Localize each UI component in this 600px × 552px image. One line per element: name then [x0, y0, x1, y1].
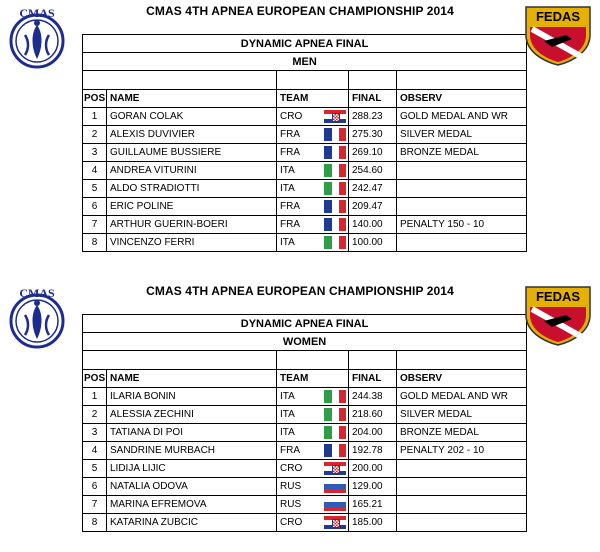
table-row — [83, 234, 527, 252]
ita-flag-icon — [324, 390, 346, 403]
team-code: CRO — [277, 514, 323, 532]
blank-cell — [83, 71, 277, 90]
table-row — [83, 460, 527, 478]
athlete-name: SANDRINE MURBACH — [107, 442, 277, 460]
final-score: 200.00 — [349, 460, 397, 478]
fedas-logo — [522, 5, 594, 67]
athlete-name: NATALIA ODOVA — [107, 478, 277, 496]
header-team: TEAM — [277, 370, 349, 388]
category-title: MEN — [83, 53, 527, 71]
table-row — [83, 180, 527, 198]
blank-cell — [277, 351, 349, 370]
ita-flag-icon — [324, 236, 346, 249]
final-score: 244.38 — [349, 388, 397, 406]
athlete-name: KATARINA ZUBCIC — [107, 514, 277, 532]
athlete-name: ANDREA VITURINI — [107, 162, 277, 180]
observation — [397, 478, 527, 496]
rus-flag-icon — [324, 480, 346, 493]
championship-title: CMAS 4TH APNEA EUROPEAN CHAMPIONSHIP 2014 — [146, 4, 454, 18]
table-row — [83, 108, 527, 126]
pos-cell: 3 — [83, 424, 107, 442]
athlete-name: ALEXIS DUVIVIER — [107, 126, 277, 144]
table-row — [83, 388, 527, 406]
final-score: 254.60 — [349, 162, 397, 180]
observation: BRONZE MEDAL — [397, 424, 527, 442]
team-code: FRA — [277, 216, 323, 234]
header-name: NAME — [107, 90, 277, 108]
fra-flag-icon — [324, 128, 346, 141]
team-code: RUS — [277, 478, 323, 496]
cmas-logo — [3, 283, 71, 351]
table-row — [83, 144, 527, 162]
header-final: FINAL — [349, 370, 397, 388]
table-row — [83, 478, 527, 496]
table-row — [83, 406, 527, 424]
observation: PENALTY 202 - 10 — [397, 442, 527, 460]
fra-flag-icon — [324, 146, 346, 159]
final-score: 192.78 — [349, 442, 397, 460]
athlete-name: TATIANA DI POI — [107, 424, 277, 442]
fedas-logo — [522, 285, 594, 347]
pos-cell: 2 — [83, 126, 107, 144]
final-score: 242.47 — [349, 180, 397, 198]
observation — [397, 514, 527, 532]
team-code: FRA — [277, 144, 323, 162]
table-row — [83, 424, 527, 442]
category-title: WOMEN — [83, 333, 527, 351]
athlete-name: GORAN COLAK — [107, 108, 277, 126]
final-score: 100.00 — [349, 234, 397, 252]
observation: GOLD MEDAL AND WR — [397, 388, 527, 406]
event-title: DYNAMIC APNEA FINAL — [83, 35, 527, 53]
team-code: ITA — [277, 424, 323, 442]
pos-cell: 4 — [83, 162, 107, 180]
table-row — [83, 514, 527, 532]
final-score: 288.23 — [349, 108, 397, 126]
ita-flag-icon — [324, 426, 346, 439]
team-code: RUS — [277, 496, 323, 514]
athlete-name: ARTHUR GUERIN-BOERI — [107, 216, 277, 234]
table-row — [83, 216, 527, 234]
svg-text:CMAS: CMAS — [19, 6, 55, 20]
pos-cell: 6 — [83, 198, 107, 216]
pos-cell: 1 — [83, 388, 107, 406]
team-code: FRA — [277, 442, 323, 460]
athlete-name: ALDO STRADIOTTI — [107, 180, 277, 198]
athlete-name: VINCENZO FERRI — [107, 234, 277, 252]
athlete-name: ALESSIA ZECHINI — [107, 406, 277, 424]
championship-title: CMAS 4TH APNEA EUROPEAN CHAMPIONSHIP 2014 — [146, 284, 454, 298]
fra-flag-icon — [324, 218, 346, 231]
cmas-logo — [3, 3, 71, 71]
pos-cell: 7 — [83, 496, 107, 514]
svg-text:CMAS: CMAS — [19, 286, 55, 300]
table-row — [83, 442, 527, 460]
final-score: 165.21 — [349, 496, 397, 514]
athlete-name: ERIC POLINE — [107, 198, 277, 216]
final-score: 204.00 — [349, 424, 397, 442]
table-row — [83, 126, 527, 144]
final-score: 209.47 — [349, 198, 397, 216]
event-title: DYNAMIC APNEA FINAL — [83, 315, 527, 333]
women-results-table — [82, 314, 527, 532]
men-results-section — [0, 0, 600, 272]
header-observ: OBSERV — [397, 370, 527, 388]
pos-cell: 8 — [83, 514, 107, 532]
pos-cell: 7 — [83, 216, 107, 234]
pos-cell: 5 — [83, 460, 107, 478]
pos-cell: 2 — [83, 406, 107, 424]
ita-flag-icon — [324, 182, 346, 195]
observation — [397, 180, 527, 198]
ita-flag-icon — [324, 408, 346, 421]
fra-flag-icon — [324, 200, 346, 213]
pos-cell: 8 — [83, 234, 107, 252]
final-score: 129.00 — [349, 478, 397, 496]
athlete-name: MARINA EFREMOVA — [107, 496, 277, 514]
observation: GOLD MEDAL AND WR — [397, 108, 527, 126]
athlete-name: GUILLAUME BUSSIERE — [107, 144, 277, 162]
men-results-table — [82, 34, 527, 252]
observation — [397, 198, 527, 216]
header-observ: OBSERV — [397, 90, 527, 108]
observation: BRONZE MEDAL — [397, 144, 527, 162]
rus-flag-icon — [324, 498, 346, 511]
observation — [397, 234, 527, 252]
team-code: ITA — [277, 388, 323, 406]
blank-cell — [397, 71, 527, 90]
observation — [397, 496, 527, 514]
pos-cell: 3 — [83, 144, 107, 162]
observation — [397, 162, 527, 180]
team-code: CRO — [277, 460, 323, 478]
final-score: 185.00 — [349, 514, 397, 532]
observation: SILVER MEDAL — [397, 406, 527, 424]
team-code: CRO — [277, 108, 323, 126]
header-final: FINAL — [349, 90, 397, 108]
table-row — [83, 162, 527, 180]
pos-cell: 6 — [83, 478, 107, 496]
observation: PENALTY 150 - 10 — [397, 216, 527, 234]
table-row — [83, 198, 527, 216]
team-code: FRA — [277, 198, 323, 216]
team-code: ITA — [277, 162, 323, 180]
athlete-name: ILARIA BONIN — [107, 388, 277, 406]
final-score: 140.00 — [349, 216, 397, 234]
fra-flag-icon — [324, 444, 346, 457]
pos-cell: 1 — [83, 108, 107, 126]
blank-cell — [83, 351, 277, 370]
cro-flag-icon — [324, 110, 346, 123]
observation — [397, 460, 527, 478]
pos-cell: 5 — [83, 180, 107, 198]
team-code: ITA — [277, 180, 323, 198]
observation: SILVER MEDAL — [397, 126, 527, 144]
cro-flag-icon — [324, 462, 346, 475]
team-code: ITA — [277, 234, 323, 252]
team-code: FRA — [277, 126, 323, 144]
women-results-section — [0, 280, 600, 552]
blank-cell — [349, 71, 397, 90]
final-score: 275.30 — [349, 126, 397, 144]
header-pos: POS — [83, 90, 107, 108]
final-score: 269.10 — [349, 144, 397, 162]
team-code: ITA — [277, 406, 323, 424]
table-row — [83, 496, 527, 514]
header-team: TEAM — [277, 90, 349, 108]
blank-cell — [397, 351, 527, 370]
header-pos: POS — [83, 370, 107, 388]
pos-cell: 4 — [83, 442, 107, 460]
svg-text:FEDAS: FEDAS — [535, 9, 581, 24]
athlete-name: LIDIJA LIJIC — [107, 460, 277, 478]
header-name: NAME — [107, 370, 277, 388]
blank-cell — [349, 351, 397, 370]
cro-flag-icon — [324, 516, 346, 529]
final-score: 218.60 — [349, 406, 397, 424]
svg-text:FEDAS: FEDAS — [535, 289, 581, 304]
ita-flag-icon — [324, 164, 346, 177]
blank-cell — [277, 71, 349, 90]
